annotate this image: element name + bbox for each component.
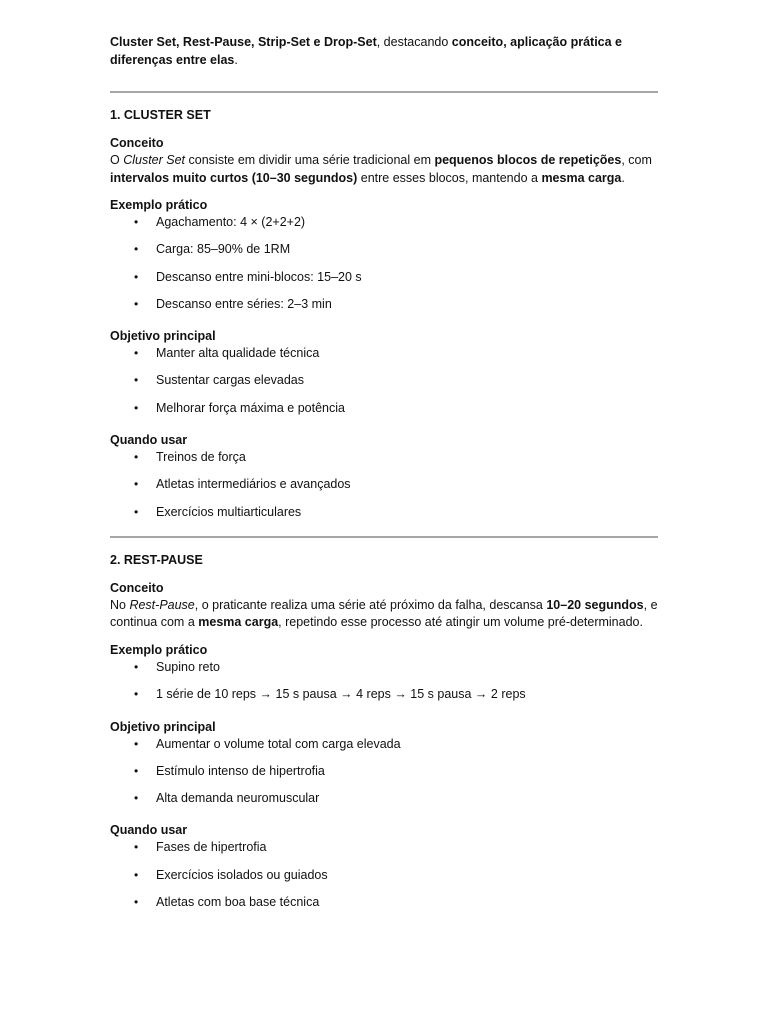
bullet-icon: • [134,373,139,388]
goal-heading: Objetivo principal [110,719,216,734]
list-item [110,345,658,372]
list-item [110,839,658,866]
document-body [110,34,658,926]
list-item-text: 1 série de 10 reps → 15 s pausa → 4 reps → 15 s pausa → 2 reps [156,687,526,702]
section-rest-pause [110,552,658,921]
concept-text: , o praticante realiza uma série até próximo da falha, descansa [194,597,547,612]
example-list [110,214,658,323]
bullet-icon: • [134,346,139,361]
list-item-text: Descanso entre séries: 2–3 min [156,296,332,311]
concept-text: , e continua com a [110,597,658,630]
intro-methods: Cluster Set, Rest-Pause, Strip-Set e Drop-Set [110,35,377,49]
bullet-icon: • [134,763,139,778]
when-heading: Quando usar [110,433,188,448]
example-list [110,659,658,714]
bullet-icon: • [134,867,139,882]
list-item-text: Atletas com boa base técnica [156,895,320,910]
list-item [110,449,658,476]
section-title: 2. REST-PAUSE [110,552,203,567]
when-heading: Quando usar [110,823,188,838]
section-cluster-set [110,107,658,531]
list-item [110,241,658,268]
list-item [110,736,658,763]
bullet-icon: • [134,895,139,910]
concept-text: entre esses blocos, mantendo a [357,170,542,185]
intro-connector: , destacando [376,35,452,49]
concept-text: , repetindo esse processo até atingir um volume pré-determinado. [278,615,643,630]
list-item-text: Fases de hipertrofia [156,840,267,855]
intro-focus: conceito, aplicação prática e diferenças entre elas [110,35,623,67]
concept-text: No [110,597,130,612]
intro-period: . [234,52,238,67]
concept-text: O [110,153,124,167]
goal-list [110,736,658,818]
concept-emphasis: mesma carga [541,170,622,185]
bullet-icon: • [134,400,139,415]
list-item-text: Treinos de força [156,450,246,465]
bullet-icon: • [134,659,139,674]
list-item [110,790,658,817]
example-heading: Exemplo prático [110,198,208,212]
example-heading: Exemplo prático [110,642,208,657]
list-item-text: Manter alta qualidade técnica [156,346,320,361]
concept-emphasis: mesma carga [198,615,279,630]
bullet-icon: • [134,215,139,229]
list-item [110,400,658,427]
concept-text: , com [621,153,652,167]
section-divider [110,536,658,538]
list-item [110,763,658,790]
list-item [110,867,658,894]
concept-term: Cluster Set [123,153,186,167]
concept-text: . [621,170,625,185]
concept-emphasis: 10–20 segundos [546,597,644,612]
intro-paragraph [110,34,658,69]
list-item-text: Descanso entre mini-blocos: 15–20 s [156,269,362,284]
bullet-icon: • [134,791,139,806]
list-item-text: Carga: 85–90% de 1RM [156,242,291,257]
when-list [110,839,658,921]
concept-heading: Conceito [110,580,164,595]
concept-emphasis: pequenos blocos de repetições [434,153,622,167]
goal-heading: Objetivo principal [110,329,216,344]
bullet-icon: • [134,269,139,284]
list-item [110,476,658,503]
list-item [110,686,658,713]
when-list [110,449,658,531]
list-item [110,214,658,241]
list-item [110,659,658,686]
goal-list [110,345,658,427]
concept-paragraph [110,597,658,632]
section-divider [110,91,658,93]
concept-term: Rest-Pause [129,597,195,612]
concept-heading: Conceito [110,136,164,150]
concept-paragraph [110,152,658,187]
list-item-text: Supino reto [156,659,220,674]
bullet-icon: • [134,242,139,257]
list-item [110,296,658,323]
bullet-icon: • [134,504,139,519]
bullet-icon: • [134,296,139,311]
list-item-text: Atletas intermediários e avançados [156,477,351,492]
list-item-text: Estímulo intenso de hipertrofia [156,763,325,778]
bullet-icon: • [134,687,139,702]
section-title: 1. CLUSTER SET [110,108,211,122]
list-item [110,269,658,296]
list-item-text: Alta demanda neuromuscular [156,791,320,806]
bullet-icon: • [134,736,139,751]
bullet-icon: • [134,840,139,855]
list-item [110,504,658,531]
list-item-text: Exercícios isolados ou guiados [156,867,328,882]
bullet-icon: • [134,450,139,465]
list-item-text: Sustentar cargas elevadas [156,373,305,388]
concept-text: consiste em dividir uma série tradicional em [185,153,435,167]
list-item-text: Melhorar força máxima e potência [156,400,345,415]
list-item [110,894,658,921]
list-item-text: Aumentar o volume total com carga elevada [156,736,401,751]
list-item [110,372,658,399]
list-item-text: Exercícios multiarticulares [156,504,302,519]
concept-emphasis: intervalos muito curtos (10–30 segundos) [110,170,358,185]
bullet-icon: • [134,477,139,492]
list-item-text: Agachamento: 4 × (2+2+2) [156,215,306,229]
